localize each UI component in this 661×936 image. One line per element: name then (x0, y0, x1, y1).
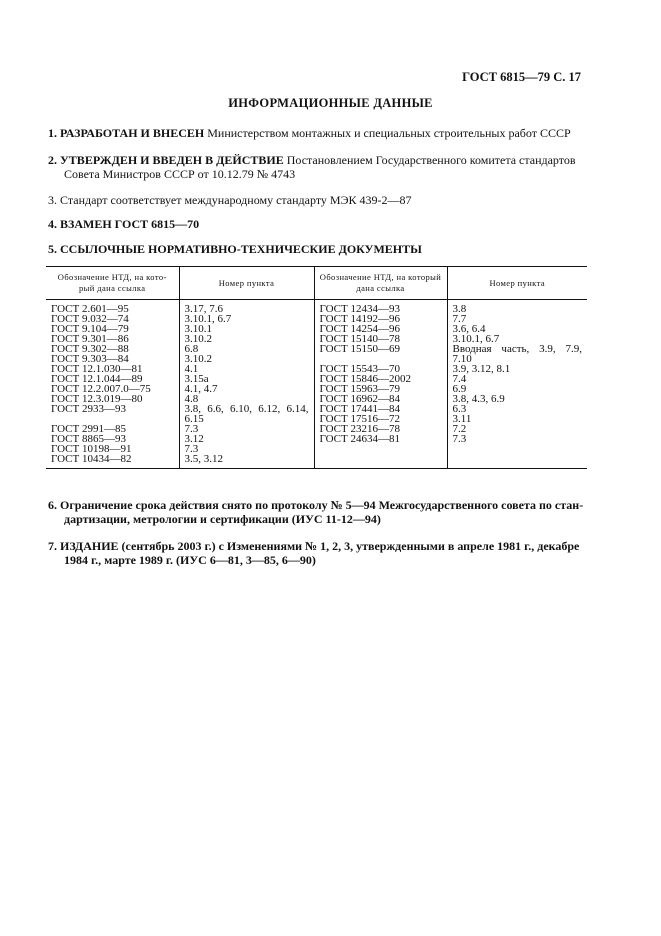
table-cell: 3.6, 6.4 (452, 323, 486, 335)
table-cell: 3.8, 6.6, 6.10, 6.12, 6.14, (184, 403, 309, 415)
item-2-line2: Совета Министров СССР от 10.12.79 № 4743 (64, 167, 296, 181)
table-cell: 7.10 (452, 353, 472, 365)
table-cell: ГОСТ 12.1.030—81 (51, 363, 143, 375)
table-cell: ГОСТ 15150—69 (319, 343, 400, 355)
table-cell: ГОСТ 15543—70 (319, 363, 400, 375)
table-header-row (46, 267, 587, 300)
table-cell: 7.3 (184, 443, 199, 455)
table-cell: 3.10.1 (184, 323, 212, 335)
table-cell: 7.3 (452, 433, 467, 445)
item-2-text: Постановлением Государственного комитета стандартов (283, 153, 576, 167)
table-cell: ГОСТ 15846—2002 (319, 373, 411, 385)
header-doc-designation-2: Обозначение НТД, на который дана ссылка (314, 267, 447, 300)
item-7-line1: 7. ИЗДАНИЕ (сентябрь 2003 г.) с Изменениями № 1, 2, 3, утвержденными в апреле 1981 г., декабре (48, 539, 580, 553)
right-points-cell (447, 300, 587, 469)
table-cell: ГОСТ 10434—82 (51, 453, 132, 465)
table-body-row (46, 300, 587, 469)
header-doc-designation: Обозначение НТД, на кото-рый дана ссылка (46, 267, 179, 300)
table-cell: 3.12 (184, 433, 204, 445)
table-cell: ГОСТ 12.2.007.0—75 (51, 383, 151, 395)
table-cell: ГОСТ 2.601—95 (51, 303, 129, 315)
table-cell: 3.10.1, 6.7 (184, 313, 232, 325)
item-2 (48, 153, 588, 181)
table-cell: ГОСТ 23216—78 (319, 423, 400, 435)
table-cell: ГОСТ 24634—81 (319, 433, 400, 445)
table-cell: ГОСТ 10198—91 (51, 443, 132, 455)
table-cell: 3.8 (452, 303, 467, 315)
reference-table (46, 266, 587, 469)
table-cell: ГОСТ 9.302—88 (51, 343, 129, 355)
table-cell: 3.9, 3.12, 8.1 (452, 363, 511, 375)
item-7 (48, 539, 588, 567)
left-points-cell (179, 300, 314, 469)
item-2-lead: 2. УТВЕРЖДЕН И ВВЕДЕН В ДЕЙСТВИЕ (48, 153, 284, 167)
header-point-number: Номер пункта (179, 267, 314, 300)
table-cell: ГОСТ 9.301—86 (51, 333, 129, 345)
table-cell: 3.10.2 (184, 353, 212, 365)
table-cell: ГОСТ 14254—96 (319, 323, 400, 335)
table-cell: ГОСТ 8865—93 (51, 433, 126, 445)
table-cell: 7.4 (452, 373, 467, 385)
table-cell: 7.3 (184, 423, 199, 435)
table-cell: ГОСТ 14192—96 (319, 313, 400, 325)
table-cell: ГОСТ 12.3.019—80 (51, 393, 143, 405)
item-6-line2: дартизации, метрологии и сертификации (ИУС 11-12—94) (64, 512, 381, 526)
item-1-lead: 1. РАЗРАБОТАН И ВНЕСЕН (48, 126, 205, 140)
page-header-ref: ГОСТ 6815—79 С. 17 (462, 70, 581, 84)
page-title: ИНФОРМАЦИОННЫЕ ДАННЫЕ (228, 96, 433, 110)
item-5: 5. ССЫЛОЧНЫЕ НОРМАТИВНО-ТЕХНИЧЕСКИЕ ДОКУМЕНТЫ (48, 242, 422, 256)
table-cell: ГОСТ 17516—72 (319, 413, 400, 425)
table-cell: 3.17, 7.6 (184, 303, 223, 315)
table-cell: 4.1 (184, 363, 199, 375)
table-cell: 6.15 (184, 413, 204, 425)
table-cell: 7.2 (452, 423, 467, 435)
table-cell: 6.9 (452, 383, 467, 395)
table-cell: 3.11 (452, 413, 472, 425)
item-6 (48, 498, 588, 526)
table-cell: ГОСТ 15963—79 (319, 383, 400, 395)
item-4: 4. ВЗАМЕН ГОСТ 6815—70 (48, 217, 200, 231)
table-cell: 3.8, 4.3, 6.9 (452, 393, 505, 405)
right-docs-cell (314, 300, 447, 469)
table-cell: 6.8 (184, 343, 199, 355)
table-cell: ГОСТ 9.032—74 (51, 313, 129, 325)
table-cell: 3.10.2 (184, 333, 212, 345)
table-cell: ГОСТ 12434—93 (319, 303, 400, 315)
table-cell: Вводная часть, 3.9, 7.9, (452, 343, 582, 355)
table-cell: 3.15а (184, 373, 209, 385)
header-point-number-2: Номер пункта (447, 267, 587, 300)
item-1-text: Министерством монтажных и специальных строительных работ СССР (204, 126, 571, 140)
table-cell: ГОСТ 15140—78 (319, 333, 400, 345)
table-cell: 7.7 (452, 313, 467, 325)
table-cell: ГОСТ 12.1.044—89 (51, 373, 143, 385)
table-cell: ГОСТ 16962—84 (319, 393, 400, 405)
item-1 (48, 126, 588, 140)
table-cell: ГОСТ 9.303—84 (51, 353, 129, 365)
table-cell: 3.5, 3.12 (184, 453, 223, 465)
table-cell: ГОСТ 2933—93 (51, 403, 126, 415)
table-cell: ГОСТ 17441—84 (319, 403, 400, 415)
left-docs-cell (46, 300, 179, 469)
table-cell: 4.1, 4.7 (184, 383, 218, 395)
item-6-line1: 6. Ограничение срока действия снято по протоколу № 5—94 Межгосударственного совета по стан- (48, 498, 584, 512)
table-cell: 4.8 (184, 393, 199, 405)
item-3: 3. Стандарт соответствует международному стандарту МЭК 439-2—87 (48, 193, 412, 207)
table-cell: 6.3 (452, 403, 467, 415)
table-cell: 3.10.1, 6.7 (452, 333, 500, 345)
table-cell: ГОСТ 2991—85 (51, 423, 126, 435)
item-7-line2: 1984 г., марте 1989 г. (ИУС 6—81, 3—85, 6—90) (64, 553, 316, 567)
table-cell: ГОСТ 9.104—79 (51, 323, 129, 335)
